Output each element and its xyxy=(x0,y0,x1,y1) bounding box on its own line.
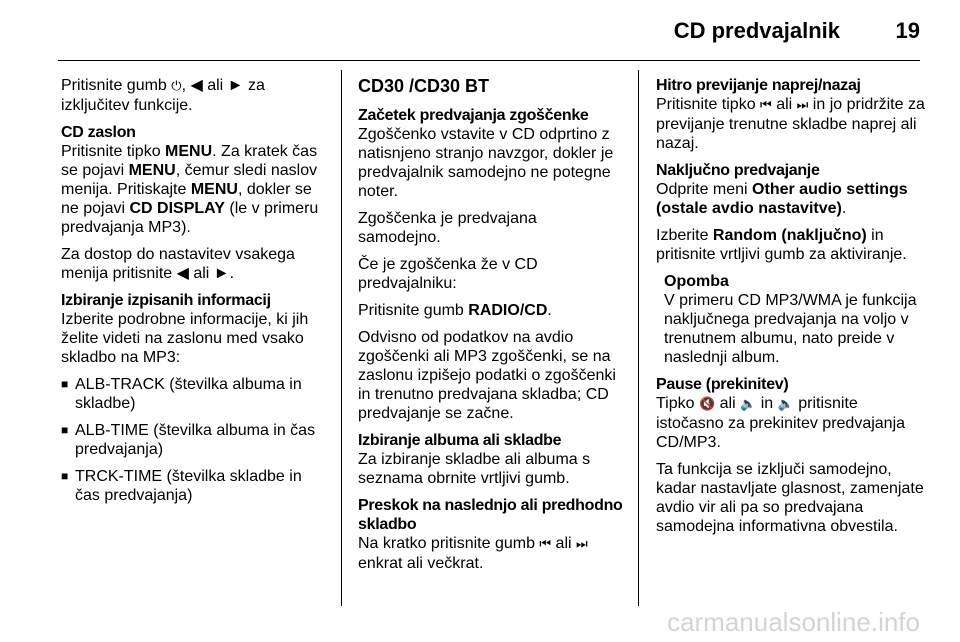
list-item: ■ ALB-TIME (številka albuma in čas predvajanja) xyxy=(61,421,331,459)
paragraph-open-menu: Odprite meni Other audio settings (ostale avdio nastavitve). xyxy=(656,181,908,217)
header-rule xyxy=(58,60,920,61)
page-header xyxy=(0,18,960,48)
page-title: CD predvajalnik xyxy=(673,18,840,43)
column-1 xyxy=(61,76,331,513)
heading-info-select: Izbiranje izpisanih informacij xyxy=(61,292,271,309)
info-list xyxy=(61,375,331,505)
previous-track-icon: ⏮ xyxy=(539,537,552,552)
paragraph-auto-off: Ta funkcija se izključi samodejno, kadar nastavljate glasnost, zamenjate avdio vir ali pa so predvajana samodejna informativna obvestila. xyxy=(656,461,924,535)
volume-icon: 🔈 xyxy=(740,397,757,412)
section-title-model: CD30 /CD30 BT xyxy=(358,76,490,96)
paragraph-skip-track: Na kratko pritisnite gumb ⏮ ali ⏭ enkrat ali večkrat. xyxy=(358,535,588,572)
paragraph-auto-play: Zgoščenka je predvajana samodejno. xyxy=(358,210,537,246)
column-divider-1 xyxy=(341,70,342,606)
list-item: ■ ALB-TRACK (številka albuma in skladbe) xyxy=(61,375,331,413)
paragraph-fast-forward: Pritisnite tipko ⏮ ali ⏭ in jo pridržite za previjanje trenutne skladbe naprej ali nazaj. xyxy=(656,96,925,152)
column-divider-2 xyxy=(638,70,639,606)
previous-track-icon: ⏮ xyxy=(760,98,772,113)
note-box xyxy=(656,272,926,367)
heading-cd-display: CD zaslon xyxy=(61,124,136,141)
next-track-icon: ⏭ xyxy=(576,537,588,552)
power-icon: ⏻ xyxy=(171,79,182,94)
note-text: V primeru CD MP3/WMA je funkcija naključnega predvajanja na voljo v trenutnem albumu, nato preide v naslednji album. xyxy=(664,292,917,366)
note-title: Opomba xyxy=(664,273,729,290)
paragraph-select-track: Za izbiranje skladbe ali albuma s seznama obrnite vrtljivi gumb. xyxy=(358,451,591,487)
heading-start-playback: Začetek predvajanja zgoščenke xyxy=(358,107,589,124)
heading-pause: Pause (prekinitev) xyxy=(656,376,789,393)
paragraph-radio-cd: Pritisnite gumb RADIO/CD. xyxy=(358,302,552,319)
heading-fast-forward: Hitro previjanje naprej/nazaj xyxy=(656,77,861,94)
page-number: 19 xyxy=(895,18,920,43)
paragraph-select-random: Izberite Random (naključno) in pritisnite vrtljivi gumb za aktiviranje. xyxy=(656,227,907,263)
column-3 xyxy=(656,76,926,544)
paragraph-display-info: Odvisno od podatkov na avdio zgoščenki ali MP3 zgoščenki, se na zaslonu izpišejo podatki o zgoščenki in trenutno predvajana skladba; CD predvajanje se začne. xyxy=(358,329,616,422)
heading-select-track: Izbiranje albuma ali skladbe xyxy=(358,432,562,449)
watermark: carmanualsonline.info xyxy=(667,607,920,637)
heading-skip-track: Preskok na naslednjo ali predhodno skladbo xyxy=(358,497,623,533)
paragraph-menu: Pritisnite tipko MENU. Za kratek čas se pojavi MENU, čemur sledi naslov menija. Pritiskajte MENU, dokler se ne pojavi CD DISPLAY (le v primeru predvajanja MP3). xyxy=(61,143,319,236)
heading-random: Naključno predvajanje xyxy=(656,162,820,179)
paragraph-cd-inside: Če je zgoščenka že v CD predvajalniku: xyxy=(358,256,538,292)
paragraph-info: Izberite podrobne informacije, ki jih želite videti na zaslonu med vsako skladbo na MP3: xyxy=(61,311,309,366)
next-track-icon: ⏭ xyxy=(796,98,809,113)
paragraph-pause: Tipko 🔇 ali 🔈 in 🔈 pritisnite istočasno za prekinitev predvajanja CD/MP3. xyxy=(656,395,906,451)
paragraph-power-off: Pritisnite gumb ⏻, ◀ ali ► za izključitev funkcije. xyxy=(61,77,265,114)
list-item: ■ TRCK-TIME (številka skladbe in čas predvajanja) xyxy=(61,467,331,505)
paragraph-menu-access: Za dostop do nastavitev vsakega menija pritisnite ◀ ali ►. xyxy=(61,246,295,282)
mute-icon: 🔇 xyxy=(698,397,716,412)
column-2 xyxy=(358,76,623,581)
volume-icon: 🔈 xyxy=(777,397,794,412)
paragraph-insert-cd: Zgoščenko vstavite v CD odprtino z natisnjeno stranjo navzgor, dokler je predvajalnik samodejno ne potegne noter. xyxy=(358,126,614,200)
